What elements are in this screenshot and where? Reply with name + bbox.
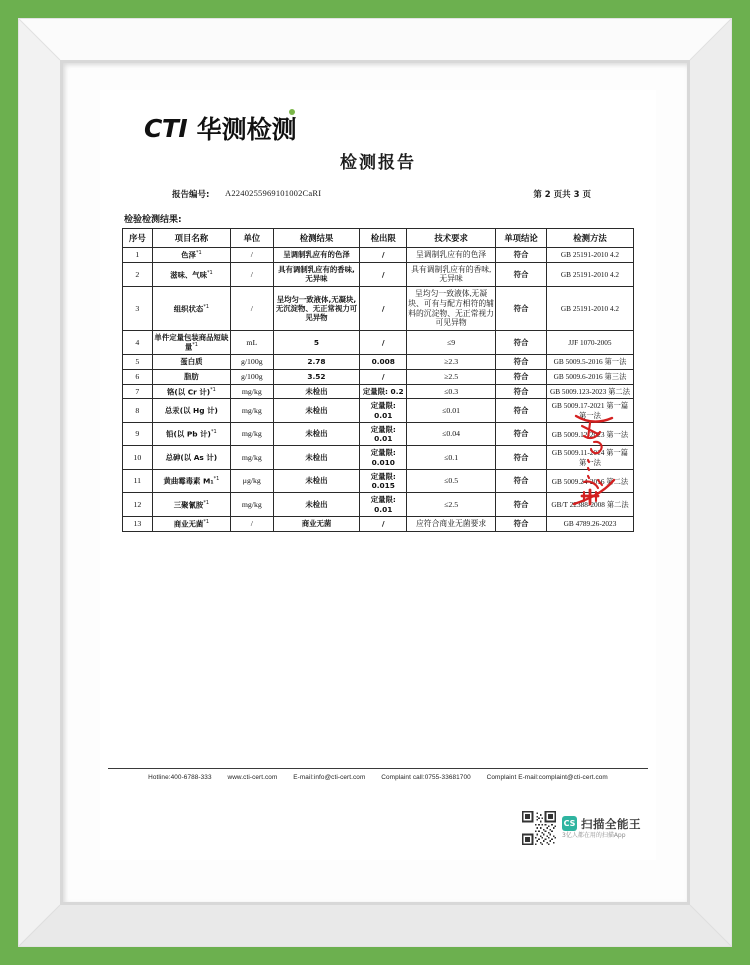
cell-no: 7 [123,384,153,399]
cell-no: 3 [123,287,153,331]
cell-no: 8 [123,399,153,423]
cell-method: GB 5009.12-2023 第一法 [547,422,634,446]
column-header-conclusion: 单项结论 [496,229,547,248]
cell-method: GB 5009.11-2014 第一篇 第一法 [547,446,634,470]
cell-result: 呈均匀一致液体,无凝块,无沉淀物、无正常视力可见异物 [273,287,360,331]
cell-conclusion: 符合 [496,248,547,263]
cell-method: GB 5009.123-2023 第二法 [547,384,634,399]
cell-requirement: ≥2.5 [407,369,496,384]
cell-result: 未检出 [273,469,360,493]
footnote-marker: *1 [195,250,202,256]
cell-limit: / [360,287,407,331]
cell-unit: g/100g [231,369,273,384]
table-row [123,493,634,517]
column-header-detection-limit: 检出限 [360,229,407,248]
cell-limit: 定量限: 0.010 [360,446,407,470]
cell-unit: mL [231,331,273,355]
cell-no: 10 [123,446,153,470]
cell-result: 呈调制乳应有的色泽 [273,248,360,263]
camscanner-text-block [562,816,641,840]
cell-unit: mg/kg [231,384,273,399]
cell-method: GB 25191-2010 4.2 [547,262,634,286]
cell-limit: 定量限: 0.01 [360,493,407,517]
cell-item: 组织状态$^{*1}$ [152,287,230,331]
cell-no: 12 [123,493,153,517]
cell-method: GB 5009.6-2016 第三法 [547,369,634,384]
table-row [123,287,634,331]
column-header-item: 项目名称 [152,229,230,248]
cell-unit: μg/kg [231,469,273,493]
cell-requirement: ≤9 [407,331,496,355]
cell-result: 未检出 [273,493,360,517]
cell-result: 5 [273,331,360,355]
table-row [123,369,634,384]
cell-result: 商业无菌 [273,516,360,531]
cell-unit: / [231,262,273,286]
cell-result: 具有调制乳应有的香味,无异味 [273,262,360,286]
cell-conclusion: 符合 [496,331,547,355]
table-row [123,262,634,286]
cell-item: 三聚氰胺$^{*1}$ [152,493,230,517]
test-report-document [100,90,656,860]
cell-conclusion: 符合 [496,287,547,331]
table-header-row [123,229,634,248]
cell-limit: / [360,248,407,263]
cell-unit: / [231,287,273,331]
cell-conclusion: 符合 [496,262,547,286]
cell-no: 5 [123,355,153,370]
cell-unit: mg/kg [231,422,273,446]
cell-no: 6 [123,369,153,384]
cell-item: 单件定量包装商品短缺量$^{*1}$ [152,331,230,355]
cell-method: GB 5009.5-2016 第一法 [547,355,634,370]
cell-requirement: ≤0.1 [407,446,496,470]
table-body [123,248,634,532]
report-meta-row [100,188,656,202]
cell-limit: 0.008 [360,355,407,370]
table-row [123,399,634,423]
cell-conclusion: 符合 [496,355,547,370]
table-row [123,355,634,370]
table-row [123,422,634,446]
table-row [123,331,634,355]
cell-no: 11 [123,469,153,493]
footnote-marker: *1 [213,476,220,483]
camscanner-title: 扫描全能王 [581,816,641,831]
cell-result: 未检出 [273,399,360,423]
footnote-marker: *1 [203,303,210,310]
cell-item: 总砷(以 As 计) [152,446,230,470]
cell-requirement: ≤0.04 [407,422,496,446]
cell-conclusion: 符合 [496,369,547,384]
footer-website: www.cti-cert.com [227,774,278,781]
cell-item: 总汞(以 Hg 计) [152,399,230,423]
page-title: 检测报告 [340,153,416,173]
column-header-result: 检测结果 [273,229,360,248]
footnote-marker: *1 [192,342,198,349]
cell-limit: / [360,331,407,355]
cell-limit: 定量限: 0.015 [360,469,407,493]
column-header-no: 序号 [123,229,153,248]
cell-no: 9 [123,422,153,446]
logo-green-dot [289,109,295,115]
footnote-marker: *1 [210,429,217,436]
cell-requirement: ≤2.5 [407,493,496,517]
camscanner-watermark [522,808,650,848]
page-indicator: 第 2 页共 3 页 [533,190,591,200]
cell-result: 3.52 [273,369,360,384]
results-section-label: 检验检测结果: [124,215,182,225]
cell-method: GB 25191-2010 4.2 [547,287,634,331]
cell-method: GB 25191-2010 4.2 [547,248,634,263]
cell-no: 4 [123,331,153,355]
footnote-marker: *1 [203,499,210,506]
cell-conclusion: 符合 [496,422,547,446]
cell-conclusion: 符合 [496,446,547,470]
cell-method: GB 5009.24-2016 第二法 [547,469,634,493]
cell-result: 未检出 [273,384,360,399]
cell-item: 滋味、气味$^{*1}$ [152,262,230,286]
cti-logo [144,110,297,146]
footnote-marker: *1 [210,386,216,393]
cell-limit: 定量限: 0.01 [360,422,407,446]
cell-unit: / [231,516,273,531]
cell-unit: mg/kg [231,399,273,423]
test-results-table [122,228,634,532]
table-row [123,516,634,531]
cell-result: 未检出 [273,446,360,470]
footer-email: E-mail:info@cti-cert.com [293,774,366,781]
cell-unit: g/100g [231,355,273,370]
cell-requirement: 应符合商业无菌要求 [407,516,496,531]
cell-conclusion: 符合 [496,399,547,423]
footer-complaint-email: Complaint E-mail:complaint@cti-cert.com [486,774,608,781]
cell-limit: / [360,369,407,384]
cell-result: 未检出 [273,422,360,446]
footnote-marker: *1 [203,518,210,525]
cell-item: 黄曲霉毒素 M₁$^{*1}$ [152,469,230,493]
camscanner-badge-icon: CS [562,816,577,831]
cell-limit: 定量限: 0.2 [360,384,407,399]
cell-requirement: 呈调制乳应有的色泽 [407,248,496,263]
cell-no: 1 [123,248,153,263]
column-header-requirement: 技术要求 [407,229,496,248]
cell-no: 13 [123,516,153,531]
cell-requirement: ≤0.5 [407,469,496,493]
table-row [123,248,634,263]
cell-conclusion: 符合 [496,384,547,399]
report-number-value: A2240255969101002CaRI [225,188,322,198]
table-row [123,469,634,493]
report-number-label: 报告编号: [172,190,210,200]
cell-limit: / [360,262,407,286]
footer-hotline: Hotline:400-6788-333 [148,774,212,781]
cell-unit: / [231,248,273,263]
cell-conclusion: 符合 [496,516,547,531]
column-header-unit: 单位 [231,229,273,248]
footer-contact-info [100,774,656,781]
footnote-marker: *1 [207,269,213,276]
logo-latin-text: CTI [144,113,188,143]
cell-limit: / [360,516,407,531]
footer-divider [108,768,648,769]
cell-item: 色泽$^{*1}$ [152,248,230,263]
camscanner-subtitle: 3亿人都在用的扫描App [562,832,626,840]
cell-result: 2.78 [273,355,360,370]
cell-requirement: 具有调制乳应有的香味,无异味 [407,262,496,286]
cell-method: GB 4789.26-2023 [547,516,634,531]
cell-requirement: ≤0.01 [407,399,496,423]
cell-method: GB 5009.17-2021 第一篇 第一法 [547,399,634,423]
footer-complaint-call: Complaint call:0755-33681700 [381,774,471,781]
cell-no: 2 [123,262,153,286]
cell-conclusion: 符合 [496,493,547,517]
cell-item: 商业无菌$^{*1}$ [152,516,230,531]
column-header-method: 检测方法 [547,229,634,248]
table-row [123,446,634,470]
cell-requirement: ≥2.3 [407,355,496,370]
cell-item: 铅(以 Pb 计)$^{*1}$ [152,422,230,446]
cell-method: GB/T 22388-2008 第二法 [547,493,634,517]
cell-unit: mg/kg [231,493,273,517]
cell-requirement: ≤0.3 [407,384,496,399]
cell-limit: 定量限: 0.01 [360,399,407,423]
cell-item: 脂肪 [152,369,230,384]
qr-code-icon [522,811,556,845]
cell-item: 蛋白质 [152,355,230,370]
cell-method: JJF 1070-2005 [547,331,634,355]
cell-requirement: 呈均匀一致液体,无凝块、可有与配方相符的辅料的沉淀物、无正常视力可见异物 [407,287,496,331]
cell-unit: mg/kg [231,446,273,470]
cell-conclusion: 符合 [496,469,547,493]
logo-chinese-text: 华测检测 [196,115,297,144]
table-row [123,384,634,399]
cell-item: 铬(以 Cr 计)$^{*1}$ [152,384,230,399]
